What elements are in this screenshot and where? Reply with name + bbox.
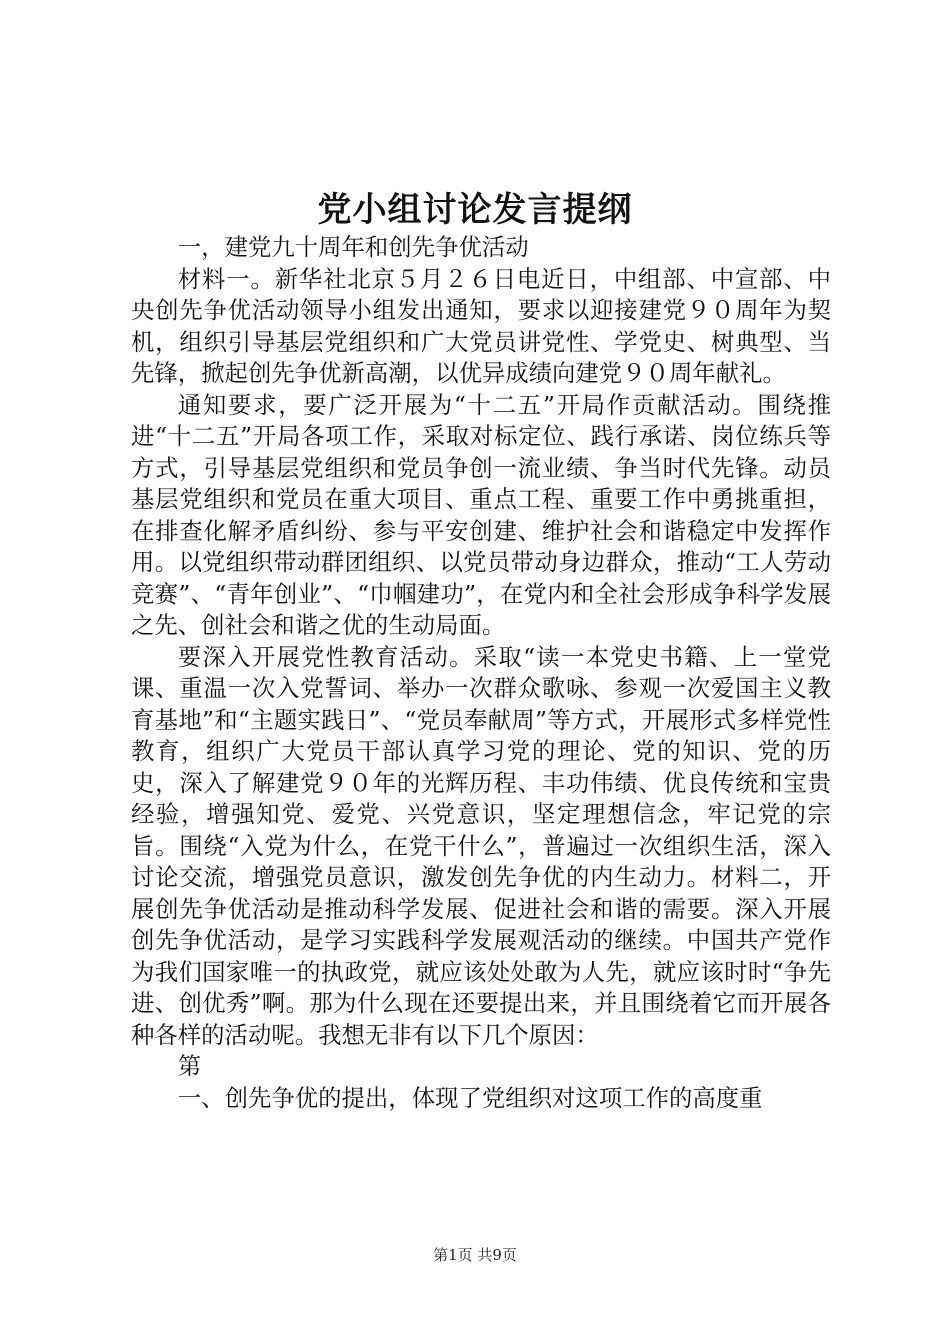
paragraph: 通知要求，要广泛开展为“十二五”开局作贡献活动。围绕推进“十二五”开局各项工作，采取对标定位、践行承诺、岗位练兵等方式，引导基层党组织和党员争创一流业绩、争当时代先锋。动员基层党组织和党员在重大项目、重点工程、重要工作中勇挑重担，在排查化解矛盾纠纷、参与平安创建、维护社会和谐稳定中发挥作用。以党组织带动群团组织、以党员带动身边群众，推动“工人劳动竞赛”、“青年创业”、“巾帼建功”，在党内和全社会形成争科学发展之先、创社会和谐之优的生动局面。 <box>131 390 831 639</box>
paragraph: 要深入开展党性教育活动。采取“读一本党史书籍、上一堂党课、重温一次入党誓词、举办一次群众歌咏、参观一次爱国主义教育基地”和“主题实践日”、“党员奉献周”等方式，开展形式多样党性教育，组织广大党员干部认真学习党的理论、党的知识、党的历史，深入了解建党９０年的光辉历程、丰功伟绩、优良传统和宝贵经验，增强知党、爱党、兴党意识，坚定理想信念，牢记党的宗旨。围绕“入党为什么，在党干什么”，普遍过一次组织生活，深入讨论交流，增强党员意识，激发创先争优的内生动力。材料二，开展创先争优活动是推动科学发展、促进社会和谐的需要。深入开展创先争优活动，是学习实践科学发展观活动的继续。中国共产党作为我们国家唯一的执政党，就应该处处敢为人先，就应该时时“争先进、创优秀”啊。那为什么现在还要提出来，并且围绕着它而开展各种各样的活动呢。我想无非有以下几个原因： <box>131 642 831 1049</box>
paragraph: 一，建党九十周年和创先争优活动 <box>177 233 529 261</box>
page-footer: 第1页 共9页 <box>433 1246 517 1264</box>
paragraph: 第 <box>177 1052 202 1080</box>
paragraph: 一、创先争优的提出，体现了党组织对这项工作的高度重 <box>177 1083 763 1112</box>
document-title: 党小组讨论发言提纲 <box>317 190 633 230</box>
paragraph: 材料一。新华社北京５月２６日电近日，中组部、中宣部、中央创先争优活动领导小组发出通知，要求以迎接建党９０周年为契机，组织引导基层党组织和广大党员讲党性、学党史、树典型、当先锋，掀起创先争优新高潮，以优异成绩向建党９０周年献礼。 <box>131 264 831 387</box>
document-body <box>131 232 831 1114</box>
